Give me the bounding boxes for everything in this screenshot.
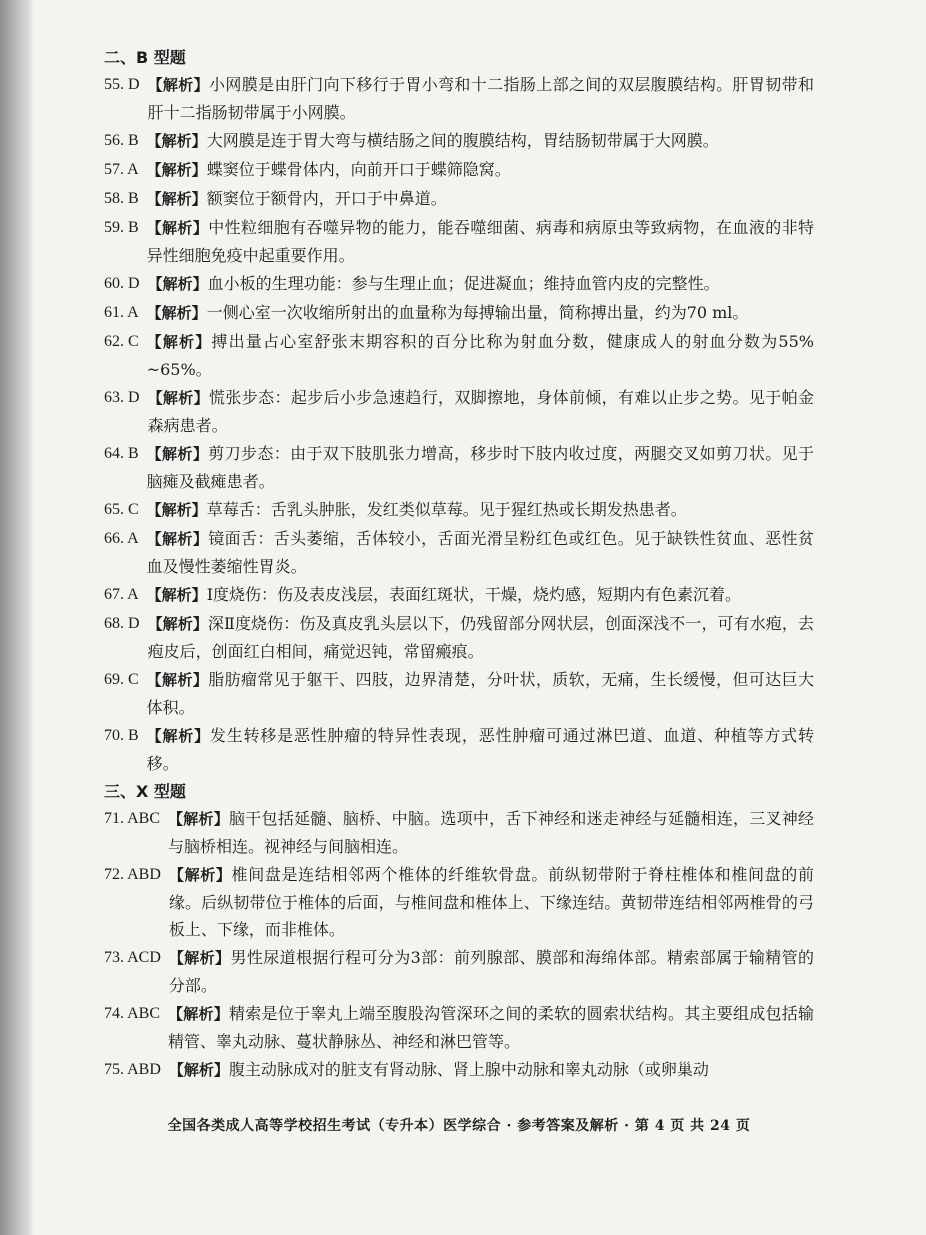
explanation-text: 草莓舌：舌乳头肿胀，发红类似草莓。见于猩红热或长期发热患者。 — [206, 500, 687, 519]
analysis-tag: 【解析】 — [146, 304, 207, 322]
explanation-text: 额窦位于额骨内，开口于中鼻道。 — [206, 189, 447, 208]
answer-item — [104, 525, 814, 580]
analysis-tag: 【解析】 — [168, 949, 231, 967]
explanation-text: 男性尿道根据行程可分为3部：前列腺部、膜部和海绵体部。精索部属于输精管的分部。 — [168, 948, 814, 995]
analysis-tag: 【解析】 — [168, 810, 230, 828]
section-title-b: 二、B 型题 — [104, 48, 186, 67]
answer-number: 65. C — [104, 501, 139, 518]
analysis-tag: 【解析】 — [146, 132, 207, 150]
answer-number: 67. A — [104, 586, 139, 603]
answer-explanation — [161, 1056, 814, 1084]
explanation-text: Ⅰ度烧伤：伤及表皮浅层，表面红斑状，干燥，烧灼感，短期内有色素沉着。 — [206, 585, 742, 604]
analysis-tag: 【解析】 — [168, 1005, 230, 1023]
answer-item — [104, 861, 814, 943]
answer-list-b — [104, 71, 814, 777]
analysis-tag: 【解析】 — [146, 190, 207, 208]
explanation-text: 精索是位于睾丸上端至腹股沟管深环之间的柔软的圆索状结构。其主要组成包括输精管、睾丸动脉、蔓状静脉丛、神经和淋巴管等。 — [168, 1004, 814, 1051]
answer-item — [104, 185, 814, 213]
explanation-text: 椎间盘是连结相邻两个椎体的纤维软骨盘。前纵韧带附于脊柱椎体和椎间盘的前缘。后纵韧带位于椎体的后面，与椎间盘和椎体上、下缘连结。黄韧带连结相邻两椎骨的弓板上、下缘，而非椎体。 — [168, 865, 814, 939]
answer-number: 68. D — [104, 615, 140, 632]
explanation-text: 大网膜是连于胃大弯与横结肠之间的腹膜结构，胃结肠韧带属于大网膜。 — [206, 131, 719, 150]
analysis-tag: 【解析】 — [146, 501, 207, 519]
analysis-tag: 【解析】 — [146, 219, 209, 237]
answer-item — [104, 722, 814, 777]
explanation-text: 一侧心室一次收缩所射出的血量称为每搏输出量，简称搏出量，约为70 ml。 — [206, 303, 749, 322]
answer-number: 66. A — [104, 530, 139, 547]
analysis-tag: 【解析】 — [168, 866, 232, 884]
answer-explanation — [139, 496, 814, 524]
answer-explanation — [139, 328, 814, 383]
explanation-text: 腹主动脉成对的脏支有肾动脉、肾上腺中动脉和睾丸动脉（或卵巢动 — [228, 1060, 709, 1079]
answer-number: 55. D — [104, 76, 140, 93]
answer-explanation — [139, 440, 814, 495]
analysis-tag: 【解析】 — [146, 161, 207, 179]
answer-item — [104, 1056, 814, 1084]
answer-explanation — [161, 861, 814, 943]
answer-item — [104, 384, 814, 439]
answer-number: 59. B — [104, 219, 139, 236]
scan-binding-edge — [0, 0, 34, 1235]
answer-number: 72. ABD — [104, 866, 161, 883]
explanation-text: 血小板的生理功能：参与生理止血；促进凝血；维持血管内皮的完整性。 — [207, 274, 720, 293]
answer-explanation — [139, 156, 814, 184]
answer-item — [104, 496, 814, 524]
answer-number: 69. C — [104, 671, 139, 688]
answer-item — [104, 127, 814, 155]
analysis-tag: 【解析】 — [147, 389, 210, 407]
answer-number: 60. D — [104, 275, 140, 292]
answer-explanation — [139, 185, 814, 213]
explanation-text: 深Ⅱ度烧伤：伤及真皮乳头层以下，仍残留部分网状层，创面深浅不一，可有水疱，去疱皮后，创面红白相间，痛觉迟钝，常留瘢痕。 — [147, 614, 814, 661]
explanation-text: 脑干包括延髓、脑桥、中脑。选项中，舌下神经和迷走神经与延髓相连，三叉神经与脑桥相连。视神经与间脑相连。 — [168, 809, 814, 856]
answer-explanation — [139, 666, 814, 721]
analysis-tag: 【解析】 — [147, 615, 208, 633]
answer-item — [104, 581, 814, 609]
answer-item — [104, 440, 814, 495]
section-title-x: 三、X 型题 — [104, 782, 186, 801]
answer-item — [104, 805, 814, 860]
explanation-text: 中性粒细胞有吞噬异物的能力，能吞噬细菌、病毒和病原虫等致病物，在血液的非特异性细胞免疫中起重要作用。 — [146, 218, 814, 265]
explanation-text: 镜面舌：舌头萎缩，舌体较小，舌面光滑呈粉红色或红色。见于缺铁性贫血、恶性贫血及慢性萎缩性胃炎。 — [146, 529, 814, 576]
answer-number: 74. ABC — [104, 1005, 161, 1022]
answer-explanation — [139, 127, 814, 155]
answer-item — [104, 944, 814, 999]
analysis-tag: 【解析】 — [168, 1061, 229, 1079]
explanation-text: 蝶窦位于蝶骨体内，向前开口于蝶筛隐窝。 — [206, 160, 511, 179]
page-footer: 全国各类成人高等学校招生考试（专升本）医学综合 · 参考答案及解析 · 第 4 页 共 24 页 — [167, 1118, 751, 1134]
analysis-tag: 【解析】 — [146, 445, 209, 463]
answer-explanation — [161, 944, 814, 999]
answer-number: 57. A — [104, 161, 139, 178]
answer-explanation — [140, 610, 814, 665]
answer-explanation — [140, 384, 814, 439]
answer-number: 61. A — [104, 304, 139, 321]
answer-item — [104, 270, 814, 298]
analysis-tag: 【解析】 — [146, 671, 209, 689]
answer-explanation — [139, 581, 814, 609]
answer-explanation — [140, 270, 814, 298]
analysis-tag: 【解析】 — [146, 333, 212, 351]
answer-explanation — [139, 299, 814, 327]
explanation-text: 发生转移是恶性肿瘤的特异性表现，恶性肿瘤可通过淋巴道、血道、种植等方式转移。 — [146, 726, 814, 773]
answer-number: 62. C — [104, 333, 139, 350]
answer-explanation — [140, 71, 814, 126]
answer-page — [104, 44, 814, 1085]
answer-explanation — [160, 1000, 814, 1055]
analysis-tag: 【解析】 — [147, 275, 208, 293]
answer-item — [104, 214, 814, 269]
answer-number: 63. D — [104, 389, 140, 406]
answer-number: 73. ACD — [104, 949, 161, 966]
answer-item — [104, 156, 814, 184]
explanation-text: 慌张步态：起步后小步急速趋行，双脚擦地，身体前倾，有难以止步之势。见于帕金森病患者。 — [147, 388, 814, 435]
answer-item — [104, 71, 814, 126]
explanation-text: 脂肪瘤常见于躯干、四肢，边界清楚，分叶状，质软，无痛，生长缓慢，但可达巨大体积。 — [146, 670, 814, 717]
answer-number: 58. B — [104, 190, 139, 207]
answer-list-x — [104, 805, 814, 1084]
answer-item — [104, 1000, 814, 1055]
analysis-tag: 【解析】 — [146, 586, 207, 604]
answer-number: 64. B — [104, 445, 139, 462]
analysis-tag: 【解析】 — [146, 727, 210, 745]
explanation-text: 剪刀步态：由于双下肢肌张力增高，移步时下肢内收过度，两腿交叉如剪刀状。见于脑瘫及截瘫患者。 — [146, 444, 814, 491]
answer-item — [104, 328, 814, 383]
answer-explanation — [160, 805, 814, 860]
answer-explanation — [139, 722, 814, 777]
answer-item — [104, 299, 814, 327]
analysis-tag: 【解析】 — [147, 76, 210, 94]
answer-number: 75. ABD — [104, 1061, 161, 1078]
answer-explanation — [139, 525, 814, 580]
explanation-text: 小网膜是由肝门向下移行于胃小弯和十二指肠上部之间的双层腹膜结构。肝胃韧带和肝十二指肠韧带属于小网膜。 — [147, 75, 814, 122]
analysis-tag: 【解析】 — [146, 530, 209, 548]
answer-number: 71. ABC — [104, 810, 161, 827]
answer-item — [104, 610, 814, 665]
answer-explanation — [139, 214, 814, 269]
answer-number: 70. B — [104, 727, 139, 744]
explanation-text: 搏出量占心室舒张末期容积的百分比称为射血分数，健康成人的射血分数为55% ~65%。 — [146, 332, 814, 379]
answer-number: 56. B — [104, 132, 139, 149]
answer-item — [104, 666, 814, 721]
